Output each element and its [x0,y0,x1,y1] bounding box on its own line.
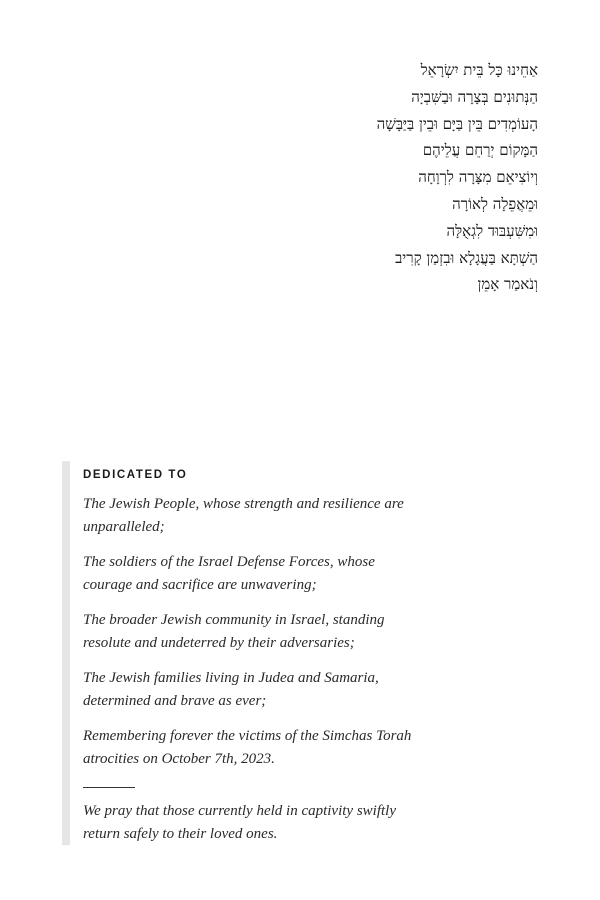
prayer-line: אַחֵינוּ כָּל בֵּית יִשְׂרָאֵל [420,61,538,79]
prayer-line: וְיוֹצִיאֵם מִצָּרָה לִרְוָחָה [418,168,538,187]
dedication-item: The Jewish families living in Judea and Samaria, determined and brave as ever; [83,670,379,709]
captivity-prayer: We pray that those currently held in captivity swiftly return safely to their loved ones. [83,803,397,842]
prayer-line: וּמִשִּׁעְבּוּד לִגְאֻלָּה [446,221,538,240]
dedication-block [62,461,422,845]
prayer-line: וּמֵאֲפֵלָה לְאוֹרָה [452,194,538,213]
prayer-line: הַשְׁתָּא בַּעֲגָלָא וּבִזְמַן קָרִיב [395,248,538,267]
prayer-line: הָעוֹמְדִים בֵּין בַּיָּם וּבֵין בַּיַּבָּשָׁה [376,114,538,133]
divider [83,787,135,788]
dedication-item: The Jewish People, whose strength and resilience are unparalleled; [83,496,404,535]
dedication-heading: DEDICATED TO [83,469,188,481]
prayer-line: וְנֹאמַר אָמֵן [477,275,538,294]
dedication-item: Remembering forever the victims of the Simchas Torah atrocities on October 7th, 2023. [83,728,412,767]
dedication-item: The soldiers of the Israel Defense Forces, whose courage and sacrifice are unwavering; [83,554,375,593]
prayer-line: הַמָּקוֹם יְרַחֵם עֲלֵיהֶם [422,141,538,160]
hebrew-prayer [238,57,538,298]
dedication-item: The broader Jewish community in Israel, standing resolute and undeterred by their adversaries; [83,612,385,651]
prayer-line: הַנְּתוּנִים בְּצָרָה וּבַשִּׁבְיָה [411,87,538,106]
